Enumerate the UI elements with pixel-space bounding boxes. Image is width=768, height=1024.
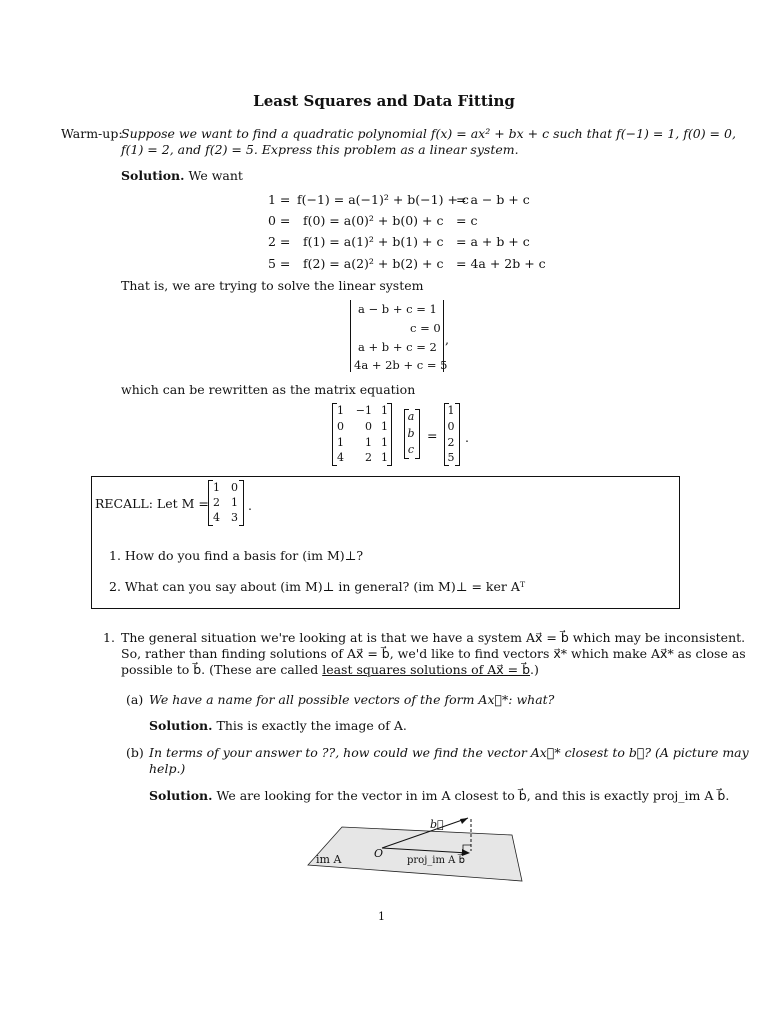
eq-4-rhs: = 4a + 2b + c [456, 256, 546, 271]
A-1-2: 1 [381, 420, 388, 433]
label-b: b⃗ [430, 818, 444, 831]
b-0: 1 [447, 404, 455, 417]
A-0-0: 1 [337, 404, 344, 417]
eq-2-lhs: 0 = [268, 213, 291, 228]
A-3-1: 2 [365, 451, 372, 464]
part-a-solution-label: Solution. [149, 718, 213, 733]
x-2: c [407, 443, 415, 456]
eq-1-mid: f(−1) = a(−1)² + b(−1) + c [297, 192, 469, 207]
item-1-line-2: So, rather than finding solutions of Ax⃗ = b⃗, we'd like to find vectors x⃗* which make Ax⃗* as close as [121, 646, 746, 661]
A-2-2: 1 [381, 436, 388, 449]
part-a-solution-text: This is exactly the image of A. [216, 718, 407, 733]
page-number: 1 [378, 910, 385, 923]
eq-4-mid: f(2) = a(2)² + b(2) + c [303, 256, 444, 271]
matrix-intro: which can be rewritten as the matrix equation [121, 382, 416, 397]
A-3-2: 1 [381, 451, 388, 464]
part-b-question-2: help.) [149, 761, 186, 776]
recall-question-1: 1. How do you find a basis for (im M)⊥? [109, 548, 364, 563]
item-1-line-3 [121, 662, 539, 677]
item-1-number: 1. [103, 630, 115, 645]
A-2-0: 1 [337, 436, 344, 449]
label-im-A: im A [316, 853, 342, 866]
recall-period: . [248, 498, 252, 513]
A-3-0: 4 [337, 451, 344, 464]
eq-2-rhs: = c [456, 213, 478, 228]
warmup-line-2: f(1) = 2, and f(2) = 5. Express this problem as a linear system. [121, 142, 519, 157]
part-b-label: (b) [126, 745, 144, 760]
part-b-solution [149, 788, 729, 803]
system-intro: That is, we are trying to solve the linear system [121, 278, 424, 293]
M-0-1: 0 [231, 481, 238, 494]
period: . [465, 430, 469, 445]
b-3: 5 [447, 451, 455, 464]
system-row-3: a + b + c = 2 [358, 340, 437, 354]
M-2-0: 4 [213, 511, 220, 524]
M-1-1: 1 [231, 496, 238, 509]
system-row-4: 4a + 2b + c = 5 [354, 358, 448, 372]
part-b-question-1: In terms of your answer to ??, how could we find the vector Ax⃗* closest to b⃗? (A picture may [149, 745, 749, 760]
M-0-0: 1 [213, 481, 220, 494]
recall-prefix: RECALL: Let M = [95, 496, 209, 511]
eq-3-rhs: = a + b + c [456, 234, 530, 249]
least-squares-term: least squares solutions of Ax⃗ = b⃗ [322, 662, 531, 677]
part-a-label: (a) [126, 692, 144, 707]
item-1-line-3-pre: possible to b⃗. (These are called [121, 662, 323, 677]
equals-sign: = [427, 428, 438, 443]
solution-intro: We want [188, 168, 243, 183]
label-origin: O [374, 847, 384, 860]
item-1-line-3-post: .) [530, 662, 539, 677]
eq-1-rhs: = a − b + c [456, 192, 530, 207]
b-1: 0 [447, 420, 455, 433]
system-row-1: a − b + c = 1 [358, 302, 437, 316]
A-1-0: 0 [337, 420, 344, 433]
x-0: a [407, 410, 415, 423]
part-a-solution [149, 718, 407, 733]
A-0-2: 1 [381, 404, 388, 417]
solution-warmup [121, 168, 243, 183]
eq-1-lhs: 1 = [268, 192, 291, 207]
b-2: 2 [447, 436, 455, 449]
eq-4-lhs: 5 = [268, 256, 291, 271]
part-a-question: We have a name for all possible vectors of the form Ax⃗*: what? [149, 692, 555, 707]
M-2-1: 3 [231, 511, 238, 524]
warmup-label: Warm-up: [61, 126, 123, 141]
x-1: b [407, 427, 415, 440]
projection-figure [300, 815, 530, 887]
eq-2-mid: f(0) = a(0)² + b(0) + c [303, 213, 444, 228]
A-1-1: 0 [365, 420, 372, 433]
solution-label: Solution. [121, 168, 185, 183]
eq-3-mid: f(1) = a(1)² + b(1) + c [303, 234, 444, 249]
label-proj: proj_im A b⃗ [407, 855, 465, 866]
eq-3-lhs: 2 = [268, 234, 291, 249]
part-b-solution-label: Solution. [149, 788, 213, 803]
M-1-0: 2 [213, 496, 220, 509]
system-row-2: c = 0 [410, 321, 441, 335]
warmup-line-1: Suppose we want to find a quadratic polynomial f(x) = ax² + bx + c such that f(−1) = 1, f(0) = 0, [121, 126, 736, 141]
vector-b-arrowhead [460, 818, 468, 824]
part-b-solution-text: We are looking for the vector in im A closest to b⃗, and this is exactly proj_im A b⃗. [216, 788, 730, 803]
page-title: Least Squares and Data Fitting [253, 92, 515, 110]
item-1-line-1: The general situation we're looking at is that we have a system Ax⃗ = b⃗ which may be inconsistent. [121, 630, 746, 645]
system-comma: , [445, 332, 449, 347]
recall-question-2: 2. What can you say about (im M)⊥ in general? (im M)⊥ = ker Aᵀ [109, 579, 526, 594]
A-0-1: −1 [355, 404, 372, 417]
A-2-1: 1 [365, 436, 372, 449]
